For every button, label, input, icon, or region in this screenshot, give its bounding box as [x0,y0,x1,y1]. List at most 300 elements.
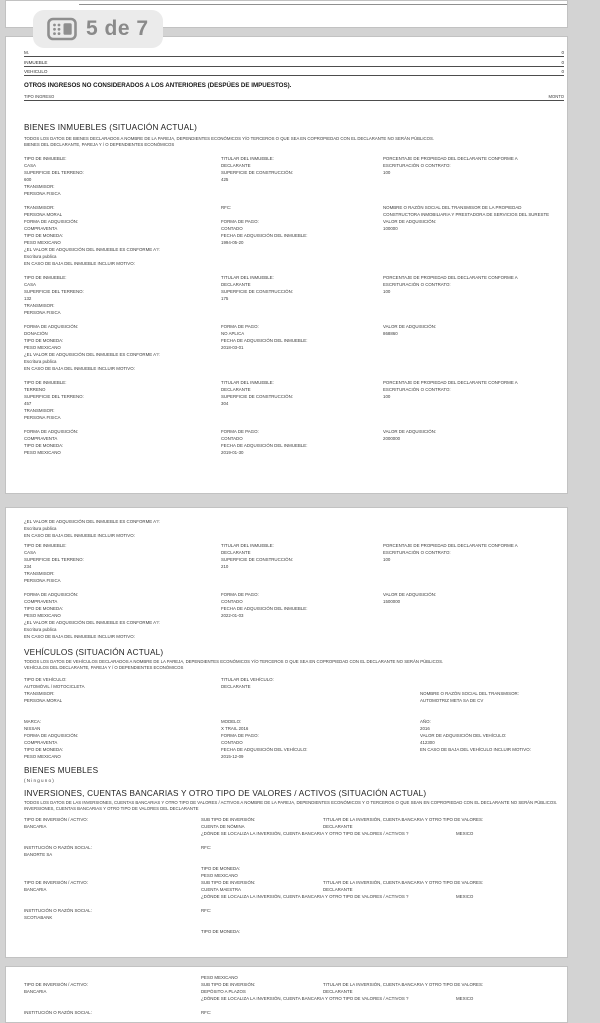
property-1-col-2 [221,155,383,246]
text-line: CONSTRUCTORA INMOBILIARIA Y PRESTADORA DE SERVICIOS DEL SURESTE [383,211,550,217]
text-line [456,844,564,851]
text-line: 412300 [420,740,435,745]
vehicles-heading: VEHÍCULOS (SITUACIÓN ACTUAL) [24,648,164,657]
text-line [456,928,564,935]
text-line [323,900,456,907]
text-line [383,577,564,584]
pages-icon [47,17,77,41]
text-line: TIPO DE INMUEBLE: [24,155,67,161]
text-line [221,407,383,414]
text-line: COMPRAVENTA [24,740,58,745]
text-line: Escritura publica [24,526,57,531]
income-table-header [24,93,564,101]
text-line [383,570,564,577]
text-line: TITULAR DEL VEHÍCULO: [221,677,274,682]
text-line: VALOR DE ADQUISICIÓN: [383,428,437,434]
text-line: 868860 [383,330,398,336]
text-line [221,690,420,697]
text-line: 1994-05-20 [221,239,244,245]
text-line: EN CASO DE BAJA DEL INMUEBLE INCLUIR MOTIVO: [24,634,135,639]
text-line: DECLARANTE [323,824,353,829]
property-4-col-1 [24,542,221,640]
text-line: ESCRITURACIÓN O CONTRATO: [383,550,451,555]
text-line [456,872,564,879]
text-line: FORMA DE ADQUISICIÓN: [24,592,79,597]
text-line [323,1002,456,1009]
text-line: 600 [24,176,32,182]
text-line: DECLARANTE [323,887,353,892]
text-line: DEPÓSITO A PLAZOS [201,989,246,994]
text-line: CONTADO [221,225,243,231]
text-line [221,711,420,718]
text-line: DECLARANTE [221,386,251,392]
text-line: BANORTE SA [24,852,53,857]
text-line: PORCENTAJE DE PROPIEDAD DEL DECLARANTE CONFORME A [383,379,518,385]
income-summary-rows [24,48,564,76]
text-line: FORMA DE ADQUISICIÓN: [24,733,79,738]
text-line [456,1009,564,1016]
text-line: DECLARANTE [221,162,251,168]
text-line: SCOTIABANK [24,915,53,920]
text-line: FECHA DE ADQUISICIÓN DEL INMUEBLE: [221,606,308,611]
text-line: 425 [221,176,229,182]
text-line: SUPERFICIE DE CONSTRUCCIÓN: [221,393,293,399]
investments-cont-col-1 [24,974,201,1016]
text-line: SUPERFICIE DEL TERRENO: [24,169,84,175]
vehicles-privacy-note: TODOS LOS DATOS DE VEHÍCULOS DECLARADOS A NOMBRE DE LA PAREJA, DEPENDIENTES ECONÓMICOS Y/O TERCEROS O QUE SEA EN COPROPIEDAD CON EL DECLARANTE NO SERÁN PÚBLICOS. [24,659,444,664]
text-line [383,584,564,591]
text-line: PERSONA FISICA [24,578,61,583]
income-row-label: VEHICULO [24,68,48,74]
text-line: RFC: [201,845,212,850]
property-2-col-3 [383,274,564,337]
text-line: TITULAR DE LA INVERSIÓN, CUENTA BANCARIA Y OTRO TIPO DE VALORES: [323,982,484,987]
text-line [456,981,564,988]
text-line: BANCARIA [24,887,47,892]
text-line [383,563,564,570]
text-line [456,858,564,865]
text-line: MEXICO [456,831,474,836]
text-line [24,711,221,718]
text-line: 100 [383,557,391,562]
text-line: FORMA DE ADQUISICIÓN: [24,323,79,329]
text-line: TRANSMISOR: [24,183,55,189]
text-line: ¿DÓNDE SE LOCALIZA LA INVERSIÓN, CUENTA BANCARIA Y OTRO TIPO DE VALORES / ACTIVOS ? [201,894,409,899]
property-3-continuation [24,518,564,539]
text-line: 457 [24,400,32,406]
text-line: TIPO DE MONEDA: [24,606,64,611]
text-line: DECLARANTE [221,550,251,555]
text-line: AÑO: [420,719,431,724]
text-line: 2016 [420,726,430,731]
text-line: PERSONA FISICA [24,309,61,315]
text-line [221,570,383,577]
income-row-label: INMUEBLE [24,59,48,65]
text-line: CASA [24,550,36,555]
text-line: PESO MEXICANO [24,239,61,245]
vehicle-col-1 [24,676,221,760]
text-line: 2022-01-03 [221,613,244,618]
text-line: ESCRITURACIÓN O CONTRATO: [383,162,451,168]
text-line: CUENTA DE NÓMINA [201,824,245,829]
income-row [24,48,564,57]
text-line [456,900,564,907]
text-line: TIPO DE MONEDA: [201,929,241,934]
text-line: FECHA DE ADQUISICIÓN DEL VEHÍCULO: [221,747,308,752]
page-indicator[interactable] [33,10,163,48]
text-line: TITULAR DEL INMUEBLE: [221,379,274,385]
text-line: TIPO DE VEHÍCULO: [24,677,67,682]
property-1-col-3 [383,155,564,232]
text-line: ESCRITURACIÓN O CONTRATO: [383,281,451,287]
text-line: PERSONA FISICA [24,414,61,420]
text-line [24,1002,201,1009]
text-line [383,421,564,428]
real-estate-privacy-note: TODOS LOS DATOS DE BIENES DECLARADOS A NOMBRE DE LA PAREJA, DEPENDIENTES ECONÓMICOS Y/O TERCEROS O QUE SEA EN COPROPIEDAD CON EL DECLARANTE NO SERÁN PÚBLICOS. [24,135,435,141]
income-row-value: 0 [561,68,564,74]
real-estate-heading: BIENES INMUEBLES (SITUACIÓN ACTUAL) [24,122,198,132]
investments-col-4 [456,816,564,935]
text-line: PESO MEXICANO [24,754,61,759]
text-line: SUPERFICIE DE CONSTRUCCIÓN: [221,169,293,175]
text-line: TITULAR DE LA INVERSIÓN, CUENTA BANCARIA Y OTRO TIPO DE VALORES: [323,880,484,885]
text-line: FORMA DE ADQUISICIÓN: [24,428,79,434]
text-line [221,302,383,309]
text-line [323,914,456,921]
investments-block [24,816,564,935]
text-line [221,190,383,197]
text-line: FECHA DE ADQUISICIÓN DEL INMUEBLE: [221,442,308,448]
text-line [323,907,456,914]
text-line: TIPO DE INMUEBLE: [24,274,67,280]
text-line [383,407,564,414]
income-row [24,67,564,76]
other-income-title: OTROS INGRESOS NO CONSIDERADOS A LOS ANTERIORES (DESPÚES DE IMPUESTOS). [24,81,292,89]
text-line: RFC: [201,1010,212,1015]
text-line: PERSONA MORAL [24,211,63,217]
text-line: MODELO: [221,719,242,724]
text-line: INSTITUCIÓN O RAZÓN SOCIAL: [24,845,92,850]
text-line: SUPERFICIE DE CONSTRUCCIÓN: [221,288,293,294]
text-line [323,830,456,837]
text-line [323,865,456,872]
text-line [221,211,383,218]
text-line: AUTOMÓVIL / MOTOCICLETA [24,684,85,689]
property-block-3 [24,379,564,456]
property-block-2 [24,274,564,372]
income-row [24,57,564,66]
text-line: 100 [383,288,391,294]
text-line [221,704,420,711]
text-line [383,190,564,197]
property-2-col-2 [221,274,383,351]
text-line: COMPRAVENTA [24,435,58,441]
text-line [323,844,456,851]
text-line: PESO MEXICANO [24,449,61,455]
text-line: SUPERFICIE DEL TERRENO: [24,393,84,399]
text-line: TRANSMISOR: [24,302,55,308]
text-line: ¿EL VALOR DE ADQUISICIÓN DEL INMUEBLE ES CONFORME A?: [24,246,160,252]
real-estate-owner-note: BIENES DEL DECLARANTE, PAREJA Y / O DEPENDIENTES ECONÓMICOS [24,141,175,147]
text-line [323,928,456,935]
divider [79,4,567,5]
vehicles-owner-note: VEHÍCULOS DEL DECLARANTE, PAREJA Y / O DEPENDIENTES ECONÓMICOS [24,665,184,670]
text-line: TIPO DE INVERSIÓN / ACTIVO: [24,982,88,987]
text-line: PERSONA MORAL [24,698,63,703]
text-line: TITULAR DE LA INVERSIÓN, CUENTA BANCARIA Y OTRO TIPO DE VALORES: [323,817,484,822]
text-line [323,893,456,900]
income-row-value: 0 [561,59,564,65]
text-line [456,1002,564,1009]
text-line: FORMA DE PAGO: [221,428,259,434]
text-line [221,197,383,204]
text-line: FORMA DE PAGO: [221,218,259,224]
text-line [221,414,383,421]
text-line: CUENTA MAESTRA [201,887,241,892]
text-line: 1500000 [383,599,401,604]
text-line: NO APLICA [221,330,245,336]
text-line [24,858,201,865]
text-line: NOMBRE O RAZÓN SOCIAL DEL TRANSMISOR DE LA PROPIEDAD [383,204,522,210]
property-3-col-1 [24,379,221,456]
text-line [24,921,201,928]
text-line: CASA [24,281,36,287]
text-line [323,858,456,865]
text-line: COMPRAVENTA [24,225,58,231]
text-line [383,197,564,204]
property-3-col-3 [383,379,564,442]
text-line: 175 [221,295,229,301]
text-line [383,309,564,316]
text-line [201,1002,323,1009]
text-line: CONTADO [221,599,243,604]
text-line [24,865,201,872]
text-line: Escritura publica [24,627,57,632]
text-line [24,421,221,428]
text-line [383,295,564,302]
property-block-1 [24,155,564,267]
text-line: AUTOMOTRIZ META SA DE CV [420,698,484,703]
income-row-value: 0 [561,50,564,56]
text-line: MEXICO [456,894,474,899]
movables-value: (Ninguno) [24,778,55,783]
text-line [24,704,221,711]
text-line [456,886,564,893]
text-line [24,872,201,879]
page-6 [5,507,568,958]
text-line: EN CASO DE BAJA DEL VEHÍCULO INCLUIR MOTIVO: [420,747,531,752]
text-line [24,974,201,981]
text-line: SUPERFICIE DEL TERRENO: [24,288,84,294]
text-line [456,865,564,872]
text-line [456,879,564,886]
text-line [456,921,564,928]
text-line: FORMA DE PAGO: [221,733,259,738]
text-line: CASA [24,162,36,168]
text-line: TITULAR DEL INMUEBLE: [221,543,274,548]
text-line: FORMA DE PAGO: [221,592,259,597]
property-2-col-1 [24,274,221,372]
text-line: TRANSMISOR: [24,571,55,576]
text-line: MEXICO [456,996,474,1001]
text-line: 2019-01-30 [221,449,244,455]
text-line: X TRAIL 2016 [221,726,249,731]
text-line [323,872,456,879]
text-line: NISSAN [24,726,41,731]
text-line: TIPO DE MONEDA: [24,747,64,752]
investments-cont-col-4 [456,974,564,1016]
text-line [201,914,323,921]
movables-heading: BIENES MUEBLES [24,766,99,775]
text-line [221,577,383,584]
text-line: 100 [383,169,391,175]
page-indicator-label: 5 de 7 [86,17,149,40]
text-line: INSTITUCIÓN O RAZÓN SOCIAL: [24,908,92,913]
text-line [383,302,564,309]
text-line: SUB TIPO DE INVERSIÓN: [201,817,256,822]
text-line: TIPO DE INMUEBLE: [24,379,67,385]
text-line: 304 [221,400,229,406]
text-line [201,921,323,928]
text-line: TIPO DE INVERSIÓN / ACTIVO: [24,817,88,822]
text-line [456,823,564,830]
investments-heading: INVERSIONES, CUENTAS BANCARIAS Y OTRO TIPO DE VALORES / ACTIVOS (SITUACIÓN ACTUAL) [24,789,427,798]
text-line [323,851,456,858]
page-5 [5,36,568,494]
text-line [221,697,420,704]
text-line: FECHA DE ADQUISICIÓN DEL INMUEBLE: [221,232,308,238]
property-4-col-3 [383,542,564,605]
text-line: VALOR DE ADQUISICIÓN: [383,218,437,224]
text-line [221,421,383,428]
text-line: FECHA DE ADQUISICIÓN DEL INMUEBLE: [221,337,308,343]
text-line: MARCA: [24,719,42,724]
text-line [24,900,201,907]
text-line: 2015-12-09 [221,754,244,759]
text-line: TIPO DE MONEDA: [201,866,241,871]
text-line [456,816,564,823]
text-line: FORMA DE PAGO: [221,323,259,329]
text-line: TRANSMISOR: [24,691,55,696]
text-line: FORMA DE ADQUISICIÓN: [24,218,79,224]
text-line: 100 [383,393,391,399]
text-line [456,988,564,995]
text-line: 2000000 [383,435,401,441]
text-line: SUPERFICIE DEL TERRENO: [24,557,84,562]
vehicle-block [24,676,564,760]
text-line: TITULAR DEL INMUEBLE: [221,274,274,280]
text-line: DECLARANTE [323,989,353,994]
text-line [420,683,564,690]
investments-block-continued [24,974,564,1016]
text-line: TIPO DE INMUEBLE: [24,543,67,548]
text-line: PORCENTAJE DE PROPIEDAD DEL DECLARANTE CONFORME A [383,155,518,161]
text-line: 210 [221,564,229,569]
text-line: PESO MEXICANO [24,613,61,618]
text-line: ESCRITURACIÓN O CONTRATO: [383,386,451,392]
text-line: CONTADO [221,740,243,745]
text-line [24,830,201,837]
text-line: RFC: [201,908,212,913]
text-line: 100000 [383,225,398,231]
text-line [383,316,564,323]
text-line: TRANSMISOR: [24,407,55,413]
text-line [456,907,564,914]
text-line [24,584,221,591]
text-line: TIPO DE MONEDA: [24,442,64,448]
text-line [221,309,383,316]
text-line [201,858,323,865]
text-line: VALOR DE ADQUISICIÓN: [383,592,437,597]
text-line [221,183,383,190]
text-line [383,400,564,407]
text-line [420,676,564,683]
property-4-col-2 [221,542,383,619]
text-line [24,893,201,900]
property-block-4 [24,542,564,640]
text-line [383,176,564,183]
text-line: 2018-03-01 [221,344,244,350]
text-line: CONTADO [221,435,243,441]
text-line [383,414,564,421]
text-line: TIPO DE MONEDA: [24,232,64,238]
text-line: PESO MEXICANO [24,344,61,350]
text-line: TRANSMISOR: [24,204,55,210]
text-line: BANCARIA [24,989,47,994]
text-line: SUB TIPO DE INVERSIÓN: [201,982,256,987]
text-line [323,995,456,1002]
text-line: COMPRAVENTA [24,599,58,604]
text-line: VALOR DE ADQUISICIÓN: [383,323,437,329]
vehicle-col-3 [420,676,564,753]
text-line: INSTITUCIÓN O RAZÓN SOCIAL: [24,1010,92,1015]
text-line [24,928,201,935]
text-line [383,183,564,190]
text-line: VALOR DE ADQUISICIÓN DEL VEHÍCULO: [420,733,507,738]
text-line [323,1009,456,1016]
text-line: TERRENO [24,386,46,392]
text-line: Escritura publica [24,253,57,259]
text-line [24,837,201,844]
text-line [24,197,221,204]
text-line [323,974,456,981]
vehicle-col-2 [221,676,420,760]
text-line [221,316,383,323]
text-line: ¿EL VALOR DE ADQUISICIÓN DEL INMUEBLE ES CONFORME A?: [24,620,160,625]
text-line: TIPO DE MONEDA: [24,337,64,343]
text-line: PORCENTAJE DE PROPIEDAD DEL DECLARANTE CONFORME A [383,543,518,548]
text-line: TITULAR DEL INMUEBLE: [221,155,274,161]
text-line: TIPO DE INVERSIÓN / ACTIVO: [24,880,88,885]
text-line: SUPERFICIE DE CONSTRUCCIÓN: [221,557,293,562]
investments-privacy-note: TODOS LOS DATOS DE LAS INVERSIONES, CUENTAS BANCARIAS Y OTRO TIPO DE VALORES / ACTIVOS A NOMBRE DE LA PAREJA, DEPENDIENTES ECONÓMICOS Y O TERCEROS O QUE SEAN EN COPROPIEDAD CON EL DECLARANTE NO SERÁN PÚBLICOS. [24,800,558,805]
text-line: EN CASO DE BAJA DEL INMUEBLE INCLUIR MOTIVO: [24,533,135,538]
text-line [456,851,564,858]
text-line: DONACIÓN [24,330,48,336]
text-line [24,995,201,1002]
text-line: ¿DÓNDE SE LOCALIZA LA INVERSIÓN, CUENTA BANCARIA Y OTRO TIPO DE VALORES / ACTIVOS ? [201,831,409,836]
text-line: PERSONA FISICA [24,190,61,196]
text-line [323,837,456,844]
text-line: DECLARANTE [221,684,251,689]
page-7-fragment [5,966,568,1023]
text-line: ¿EL VALOR DE ADQUISICIÓN DEL INMUEBLE ES CONFORME A?: [24,519,160,524]
income-row-label: M. [24,50,30,56]
investments-col-1 [24,816,201,935]
text-line [456,914,564,921]
text-line [456,837,564,844]
text-line: 234 [24,564,32,569]
